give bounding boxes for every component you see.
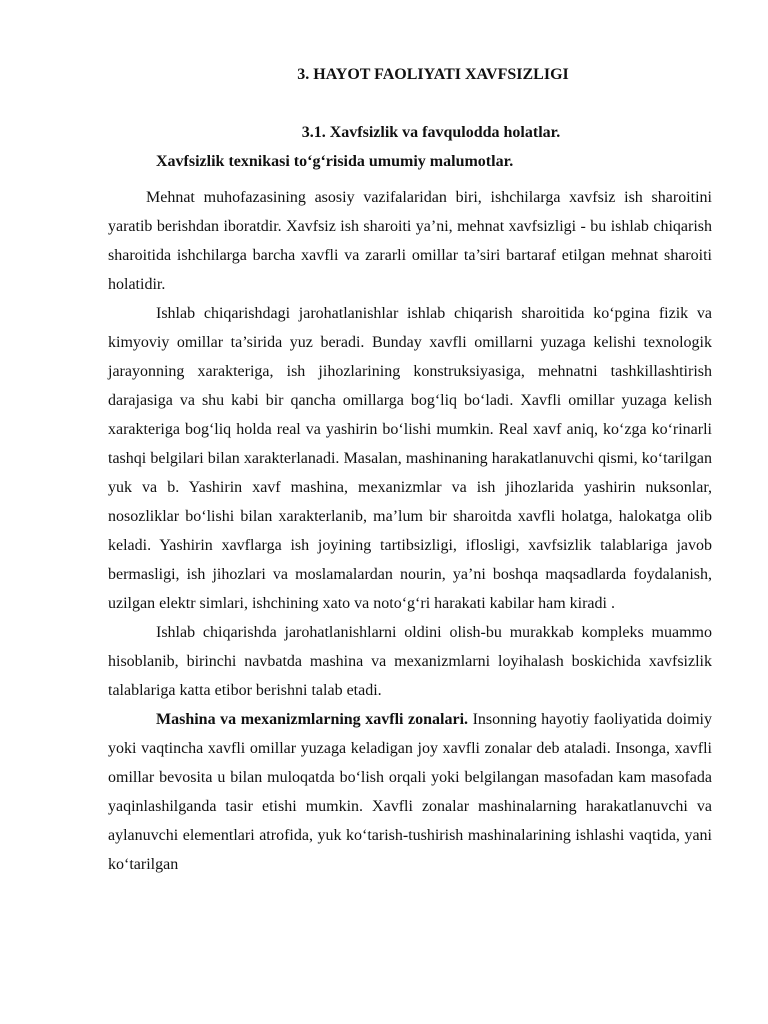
paragraph [108, 705, 712, 879]
chapter-title: 3. HAYOT FAOLIYATI XAVFSIZLIGI [297, 66, 569, 83]
paragraph-text: Insonning hayotiy faoliyatida doimiy yoki vaqtincha xavfli omillar yuzaga keladigan joy xavfli zonalar deb ataladi. Insonga, xavfli omillar bevosita u bilan muloqatda bo‘lish orqali yoki belgilangan masofadan kam masofada yaqinlashilganda tasir etishi mumkin. Xavfli zonalar mashinalarning harakatlanuvchi va aylanuvchi elementlari atrofida, yuk ko‘tarish-tushirish mashinalarining ishlashi vaqtida, yani ko‘tarilgan [108, 711, 712, 873]
paragraph: Ishlab chiqarishdagi jarohatlanishlar ishlab chiqarish sharoitida ko‘pgina fizik va kimyoviy omillar ta’sirida yuz beradi. Bunday xavfli omillarni yuzaga kelishi texnologik jarayonning xarakteriga, ish jihozlarining konstruksiyasiga, mehnatni tashkillashtirish darajasiga va shu kabi bir qancha omillarga bog‘liq bo‘ladi. Xavfli omillar yuzaga kelish xarakteriga bog‘liq holda real va yashirin bo‘lishi mumkin. Real xavf aniq, ko‘zga ko‘rinarli tashqi belgilari bilan xarakterlanadi. Masalan, mashinaning harakatlanuvchi qismi, ko‘tarilgan yuk va b. Yashirin xavf mashina, mexanizmlar va ish jihozlarida yashirin nuksonlar, nosozliklar bo‘lishi bilan xarakterlanib, ma’lum bir sharoitda xavfli holatga, halokatga olib keladi. Yashirin xavflarga ish joyining tartibsizligi, ifloslig‌i, xavfsizlik talablariga javob bermasligi, ish jihozlari va moslamalardan nourin, ya’ni boshqa maqsadlarda foydalanish, uzilgan elektr simlari, ishchining xato va noto‘g‘ri harakati kabilar ham kiradi . [108, 305, 712, 612]
document-body [108, 183, 712, 879]
paragraph-lead: Mashina va mexanizmlarning xavfli zonalari. [156, 711, 469, 728]
paragraph: Ishlab chiqarishda jarohatlanishlarni oldini olish-bu murakkab kompleks muammo hisoblanib, birinchi navbatda mashina va mexanizmlarni loyihalash boskichida xavfsizlik talablariga katta etibor berishni talab etadi. [108, 624, 712, 699]
subsection-title: Xavfsizlik texnikasi to‘g‘risida umumiy malumotlar. [156, 153, 514, 170]
paragraph: Mehnat muhofazasining asosiy vazifalaridan biri, ishchilarga xavfsiz ish sharoitini yaratib berishdan iboratdir. Xavfsiz ish sharoiti ya’ni, mehnat xavfsizligi - bu ishlab chiqarish sharoitida ishchilarga barcha xavfli va zararli omillar ta’siri bartaraf etilgan mehnat sharoiti holatidir. [108, 189, 712, 293]
section-title: 3.1. Xavfsizlik va favqulodda holatlar. [301, 124, 561, 141]
